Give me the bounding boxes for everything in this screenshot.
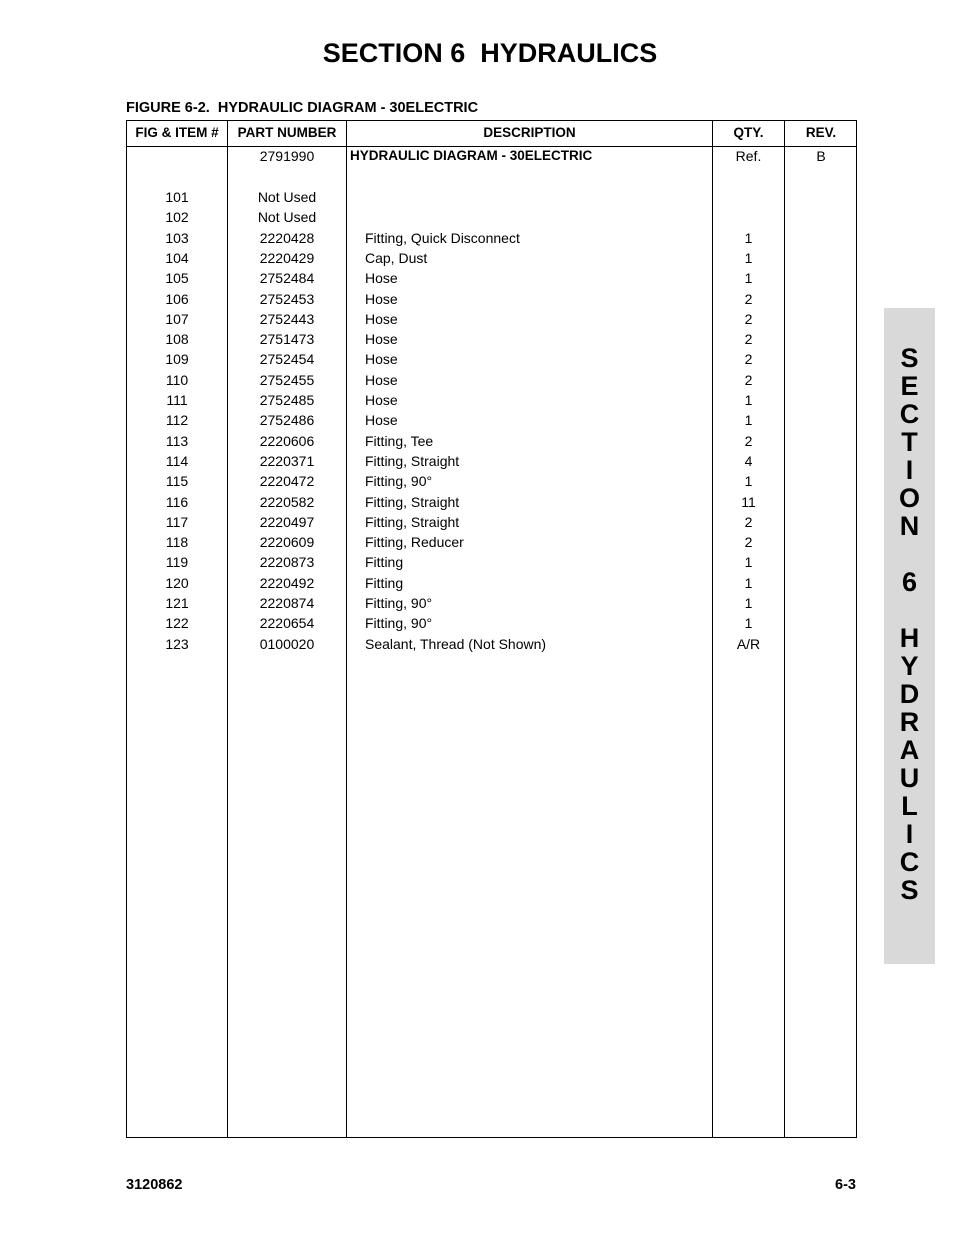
row-part-number: 2220606: [259, 432, 315, 449]
row-part-number: 2752485: [259, 392, 315, 408]
row-quantity: 2: [744, 432, 753, 449]
row-item-number: 106: [165, 290, 189, 307]
row-description: Cap, Dust: [365, 249, 428, 266]
row-item-number: 101: [165, 189, 189, 205]
row-quantity: 2: [744, 290, 753, 307]
side-tab-letter: S: [900, 343, 919, 373]
row-description: Hose: [365, 412, 398, 429]
row-item-number: 120: [165, 574, 189, 591]
side-tab-letter: R: [899, 707, 920, 737]
side-tab-letter: Y: [900, 651, 919, 681]
row-part-number: 2752454: [259, 351, 315, 368]
document-number: 3120862: [126, 1177, 183, 1193]
row-quantity: 1: [744, 473, 753, 490]
row-part-number: 2752455: [259, 371, 315, 388]
side-tab-letter: D: [899, 679, 920, 709]
row-part-number: 2752453: [259, 290, 315, 307]
row-quantity: 1: [744, 412, 753, 429]
row-quantity: 4: [744, 452, 753, 469]
parts-table: [126, 120, 857, 1138]
row-part-number: 2752443: [259, 310, 315, 327]
row-part-number: 2220654: [259, 615, 315, 632]
side-tab-letter: I: [905, 819, 914, 849]
row-part-number: 2220492: [259, 574, 315, 591]
row-description: Hose: [365, 310, 398, 327]
row-description: Fitting: [365, 554, 404, 571]
row-part-number: 2220609: [259, 534, 315, 551]
side-tab-letter: T: [901, 427, 918, 457]
row-part-number: 2220428: [259, 229, 315, 246]
row-item-number: 123: [165, 635, 189, 652]
page-title: SECTION 6 HYDRAULICS: [322, 38, 658, 68]
row-description: Fitting: [365, 574, 404, 591]
row-quantity: 2: [744, 371, 753, 388]
row-item-number: 115: [165, 473, 189, 490]
row-description: Hose: [365, 392, 398, 408]
side-tab-letter: L: [901, 791, 918, 821]
row-quantity: 1: [744, 249, 753, 266]
column-header-description: DESCRIPTION: [483, 125, 576, 140]
row-quantity: 2: [744, 513, 753, 530]
row-part-number: 2220497: [259, 513, 315, 530]
side-tab-letter: 6: [901, 567, 918, 597]
row-quantity: 1: [744, 229, 753, 246]
row-quantity: 1: [744, 270, 753, 287]
row-part-number: 2220582: [259, 493, 315, 510]
row-quantity: 11: [741, 493, 756, 510]
row-description: Hose: [365, 290, 398, 307]
row-description: Fitting, 90°: [365, 615, 433, 632]
row-description: Hose: [365, 270, 398, 287]
row-quantity: 2: [744, 310, 753, 327]
row-part-number: 2752486: [259, 412, 315, 429]
side-tab-letter: E: [900, 371, 919, 401]
figure-caption: FIGURE 6-2. HYDRAULIC DIAGRAM - 30ELECTRIC: [126, 100, 479, 116]
row-item-number: 107: [165, 310, 189, 327]
row-description: Sealant, Thread (Not Shown): [365, 635, 547, 652]
row-item-number: 102: [165, 209, 189, 226]
row-quantity: 2: [744, 534, 753, 551]
side-tab-letter: I: [905, 455, 914, 485]
row-quantity: 1: [744, 554, 753, 571]
row-item-number: 104: [165, 249, 189, 266]
row-quantity: 1: [744, 574, 753, 591]
row-description: Hose: [365, 351, 398, 368]
assembly-description: HYDRAULIC DIAGRAM - 30ELECTRIC: [350, 148, 593, 163]
assembly-part-number: 2791990: [259, 148, 315, 164]
row-description: Fitting, 90°: [365, 473, 433, 490]
row-part-number: 2220371: [259, 452, 315, 469]
side-tab-letter: A: [899, 735, 920, 765]
row-quantity: 1: [744, 595, 753, 611]
row-item-number: 105: [165, 270, 189, 287]
row-description: Fitting, Reducer: [365, 534, 464, 551]
row-item-number: 108: [165, 331, 189, 348]
row-item-number: 116: [165, 493, 189, 510]
row-item-number: 114: [165, 452, 189, 469]
row-item-number: 122: [165, 615, 189, 632]
column-divider: [784, 121, 785, 1137]
row-item-number: 111: [166, 392, 188, 408]
row-description: Fitting, Straight: [365, 513, 460, 530]
row-item-number: 121: [165, 595, 189, 611]
row-item-number: 110: [165, 371, 189, 388]
row-description: Fitting, Tee: [365, 432, 434, 449]
row-description: Fitting, Quick Disconnect: [365, 229, 520, 246]
row-quantity: 1: [744, 615, 753, 632]
assembly-rev: B: [816, 148, 826, 164]
column-header-rev: REV.: [805, 125, 837, 140]
row-item-number: 112: [165, 412, 189, 429]
row-part-number: Not Used: [257, 189, 317, 205]
row-description: Hose: [365, 371, 398, 388]
row-part-number: 2220429: [259, 249, 315, 266]
side-tab-letter: H: [899, 623, 920, 653]
header-divider: [127, 146, 856, 147]
row-item-number: 113: [165, 432, 189, 449]
row-part-number: 0100020: [259, 635, 315, 652]
row-part-number: 2752484: [259, 270, 315, 287]
side-tab-letter: C: [899, 399, 920, 429]
row-description: Fitting, Straight: [365, 452, 460, 469]
row-description: Hose: [365, 331, 398, 348]
row-part-number: 2751473: [259, 331, 315, 348]
row-item-number: 119: [165, 554, 189, 571]
column-header-item: FIG & ITEM #: [135, 125, 219, 140]
row-part-number: 2220472: [259, 473, 315, 490]
row-item-number: 103: [165, 229, 189, 246]
row-quantity: 1: [744, 392, 753, 408]
row-quantity: 2: [744, 331, 753, 348]
side-tab-letter: C: [899, 847, 920, 877]
row-quantity: A/R: [736, 635, 761, 652]
row-part-number: 2220873: [259, 554, 315, 571]
row-quantity: 2: [744, 351, 753, 368]
row-item-number: 109: [165, 351, 189, 368]
row-item-number: 117: [165, 513, 189, 530]
column-header-qty: QTY.: [733, 125, 764, 140]
column-header-part-number: PART NUMBER: [237, 125, 337, 140]
row-description: Fitting, 90°: [365, 595, 433, 611]
assembly-qty: Ref.: [735, 148, 762, 164]
row-part-number: 2220874: [259, 595, 315, 611]
page-number: 6-3: [835, 1177, 856, 1193]
row-part-number: Not Used: [257, 209, 317, 226]
side-tab-letter: S: [900, 875, 919, 905]
row-description: Fitting, Straight: [365, 493, 460, 510]
column-divider: [346, 121, 347, 1137]
section-side-tab: [884, 308, 935, 964]
side-tab-letter: O: [898, 483, 920, 513]
side-tab-letter: U: [899, 763, 920, 793]
row-item-number: 118: [165, 534, 189, 551]
side-tab-letter: N: [899, 511, 920, 541]
